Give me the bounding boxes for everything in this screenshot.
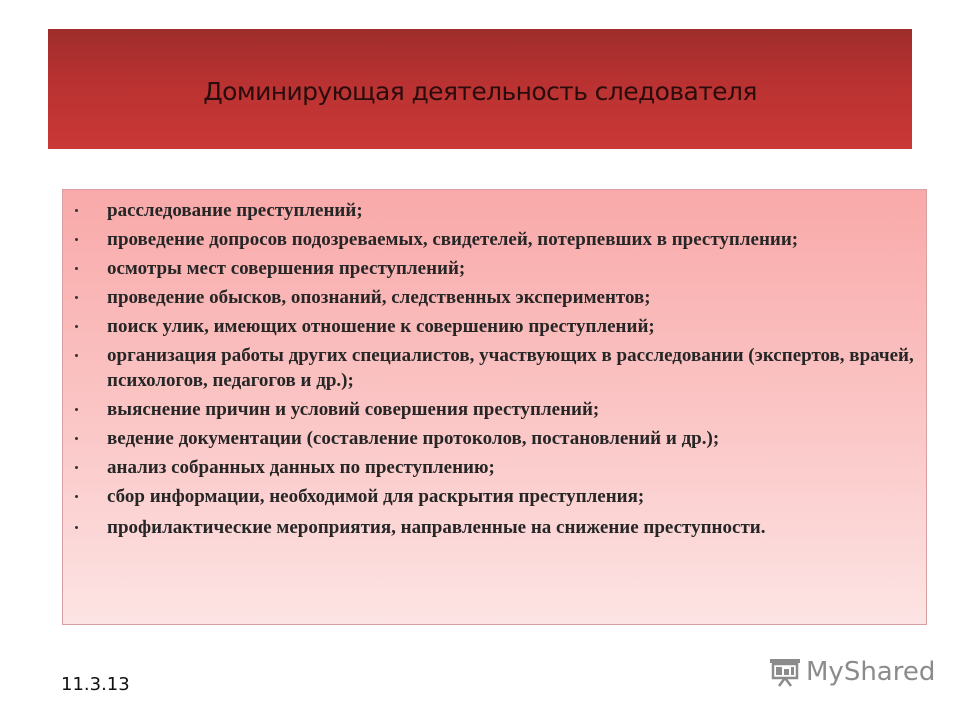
- bullet-dot-icon: [75, 325, 78, 328]
- bullet-list: [63, 190, 926, 540]
- slide-date: 11.3.13: [61, 674, 130, 695]
- bullet-text: выяснение причин и условий совершения преступлений;: [107, 399, 600, 420]
- bullet-dot-icon: [75, 408, 78, 411]
- list-item: [63, 484, 926, 509]
- bullet-text: профилактические мероприятия, направленные на снижение преступности.: [107, 517, 766, 538]
- bullet-text: проведение обысков, опознаний, следственных экспериментов;: [107, 287, 651, 308]
- list-item: [63, 227, 926, 252]
- bullet-text: поиск улик, имеющих отношение к совершению преступлений;: [107, 316, 655, 337]
- bullet-text: ведение документации (составление протоколов, постановлений и др.);: [107, 428, 720, 449]
- list-item: [63, 515, 926, 540]
- bullet-text: проведение допросов подозреваемых, свидетелей, потерпевших в преступлении;: [107, 229, 799, 250]
- bullet-dot-icon: [75, 466, 78, 469]
- bullet-text: сбор информации, необходимой для раскрытия преступления;: [107, 486, 645, 507]
- list-item: [63, 256, 926, 281]
- bullet-text: осмотры мест совершения преступлений;: [107, 258, 466, 279]
- watermark-text: MyShared: [806, 657, 936, 687]
- list-item: [63, 314, 926, 339]
- watermark[interactable]: [768, 657, 935, 687]
- bullet-text: расследование преступлений;: [107, 200, 363, 221]
- bullet-text: анализ собранных данных по преступлению;: [107, 457, 495, 478]
- bullet-dot-icon: [75, 354, 78, 357]
- bullet-dot-icon: [75, 495, 78, 498]
- bullet-dot-icon: [75, 526, 78, 529]
- list-item: [63, 198, 926, 223]
- list-item: [63, 343, 926, 393]
- list-item: [63, 455, 926, 480]
- title-banner: [48, 29, 912, 149]
- bullet-dot-icon: [75, 267, 78, 270]
- bullet-text: организация работы других специалистов, участвующих в расследовании (экспертов, врачей, психологов, педагогов и др.);: [107, 345, 914, 391]
- list-item: [63, 426, 926, 451]
- bullet-dot-icon: [75, 209, 78, 212]
- bullet-dot-icon: [75, 238, 78, 241]
- content-box: [62, 189, 927, 625]
- list-item: [63, 285, 926, 310]
- bullet-dot-icon: [75, 296, 78, 299]
- projector-screen-icon: [768, 657, 802, 687]
- list-item: [63, 397, 926, 422]
- bullet-dot-icon: [75, 437, 78, 440]
- slide-title: Доминирующая деятельность следователя: [203, 76, 757, 106]
